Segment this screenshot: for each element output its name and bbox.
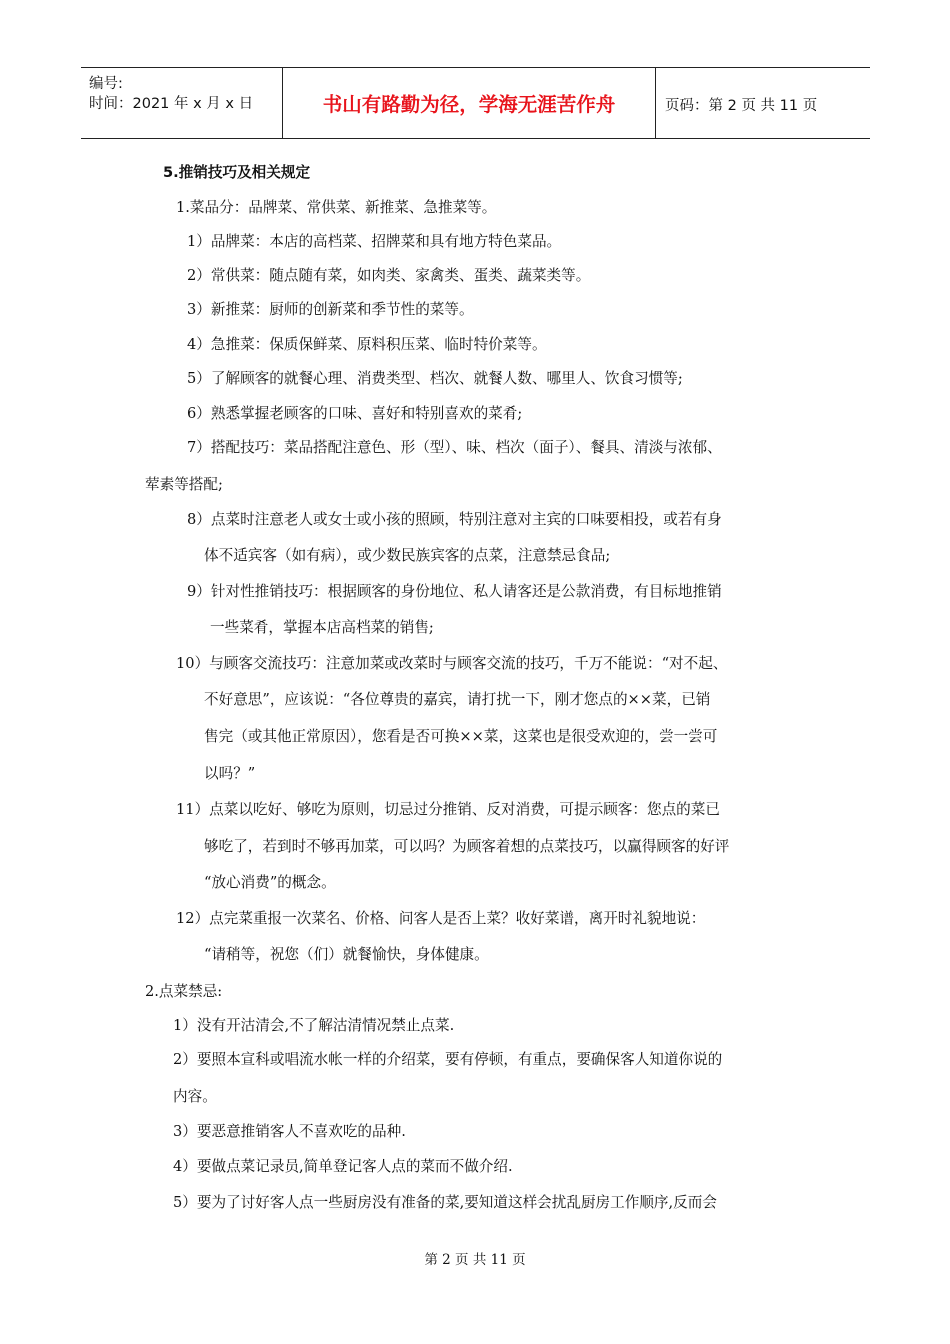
header-divider-right <box>655 68 656 138</box>
paragraph-line: 6）熟悉掌握老顾客的口味、喜好和特别喜欢的菜肴; <box>187 405 523 422</box>
paragraph-line: 10）与顾客交流技巧：注意加菜或改菜时与顾客交流的技巧，千万不能说：“对不起、 <box>176 655 728 672</box>
paragraph-line: 9）针对性推销技巧：根据顾客的身份地位、私人请客还是公款消费，有目标地推销 <box>187 583 722 600</box>
paragraph-line: 8）点菜时注意老人或女士或小孩的照顾，特别注意对主宾的口味要相投，或若有身 <box>187 511 722 528</box>
paragraph-line: 12）点完菜重报一次菜名、价格、问客人是否上菜？收好菜谱，离开时礼貌地说： <box>176 910 706 927</box>
paragraph-line: “放心消费”的概念。 <box>204 874 336 891</box>
paragraph-line: 2）常供菜：随点随有菜，如肉类、家禽类、蛋类、蔬菜类等。 <box>187 267 591 284</box>
number-label: 编号: <box>89 76 123 92</box>
paragraph-line: 4）急推菜：保质保鲜菜、原料积压菜、临时特价菜等。 <box>187 336 547 353</box>
paragraph-line: 3）新推菜：厨师的创新菜和季节性的菜等。 <box>187 301 474 318</box>
document-header <box>81 67 870 139</box>
paragraph-line: 售完（或其他正常原因），您看是否可换××菜，这菜也是很受欢迎的，尝一尝可 <box>204 728 718 745</box>
paragraph-line: 1）品牌菜：本店的高档菜、招牌菜和具有地方特色菜品。 <box>187 233 562 250</box>
paragraph-line: 1）没有开沽清会,不了解沽清情况禁止点菜. <box>173 1017 455 1034</box>
paragraph-line: 内容。 <box>173 1088 217 1105</box>
subsection-heading: 1.菜品分：品牌菜、常供菜、新推菜、急推菜等。 <box>176 199 497 216</box>
paragraph-line: “请稍等，祝您（们）就餐愉快，身体健康。 <box>204 946 489 963</box>
paragraph-line: 5）要为了讨好客人点一些厨房没有准备的菜,要知道这样会扰乱厨房工作顺序,反而会 <box>173 1194 717 1211</box>
subsection-heading: 2.点菜禁忌: <box>145 983 223 1000</box>
paragraph-line: 够吃了，若到时不够再加菜，可以吗？为顾客着想的点菜技巧，以赢得顾客的好评 <box>204 838 730 855</box>
paragraph-line: 5）了解顾客的就餐心理、消费类型、档次、就餐人数、哪里人、饮食习惯等; <box>187 370 683 387</box>
paragraph-line: 不好意思”，应该说：“各位尊贵的嘉宾，请打扰一下，刚才您点的××菜，已销 <box>204 691 711 708</box>
paragraph-line: 一些菜肴，掌握本店高档菜的销售; <box>210 619 434 636</box>
paragraph-line: 11）点菜以吃好、够吃为原则，切忌过分推销、反对消费，可提示顾客：您点的菜已 <box>176 801 720 818</box>
paragraph-line: 4）要做点菜记录员,简单登记客人点的菜而不做介绍. <box>173 1158 513 1175</box>
section-heading: 5.推销技巧及相关规定 <box>163 164 311 181</box>
paragraph-line: 荤素等搭配; <box>145 476 223 493</box>
page-footer: 第 2 页 共 11 页 <box>424 1252 526 1268</box>
paragraph-line: 2）要照本宣科或唱流水帐一样的介绍菜，要有停顿，有重点，要确保客人知道你说的 <box>173 1051 723 1068</box>
header-motto: 书山有路勤为径，学海无涯苦作舟 <box>322 93 616 116</box>
paragraph-line: 以吗？” <box>204 765 256 782</box>
header-page-label: 页码：第 2 页 共 11 页 <box>665 98 818 114</box>
time-label: 时间：2021 年 x 月 x 日 <box>89 96 254 112</box>
paragraph-line: 体不适宾客（如有病），或少数民族宾客的点菜，注意禁忌食品; <box>204 547 611 564</box>
paragraph-line: 7）搭配技巧：菜品搭配注意色、形（型）、味、档次（面子）、餐具、清淡与浓郁、 <box>187 439 722 456</box>
paragraph-line: 3）要恶意推销客人不喜欢吃的品种. <box>173 1123 406 1140</box>
header-info <box>89 74 253 114</box>
